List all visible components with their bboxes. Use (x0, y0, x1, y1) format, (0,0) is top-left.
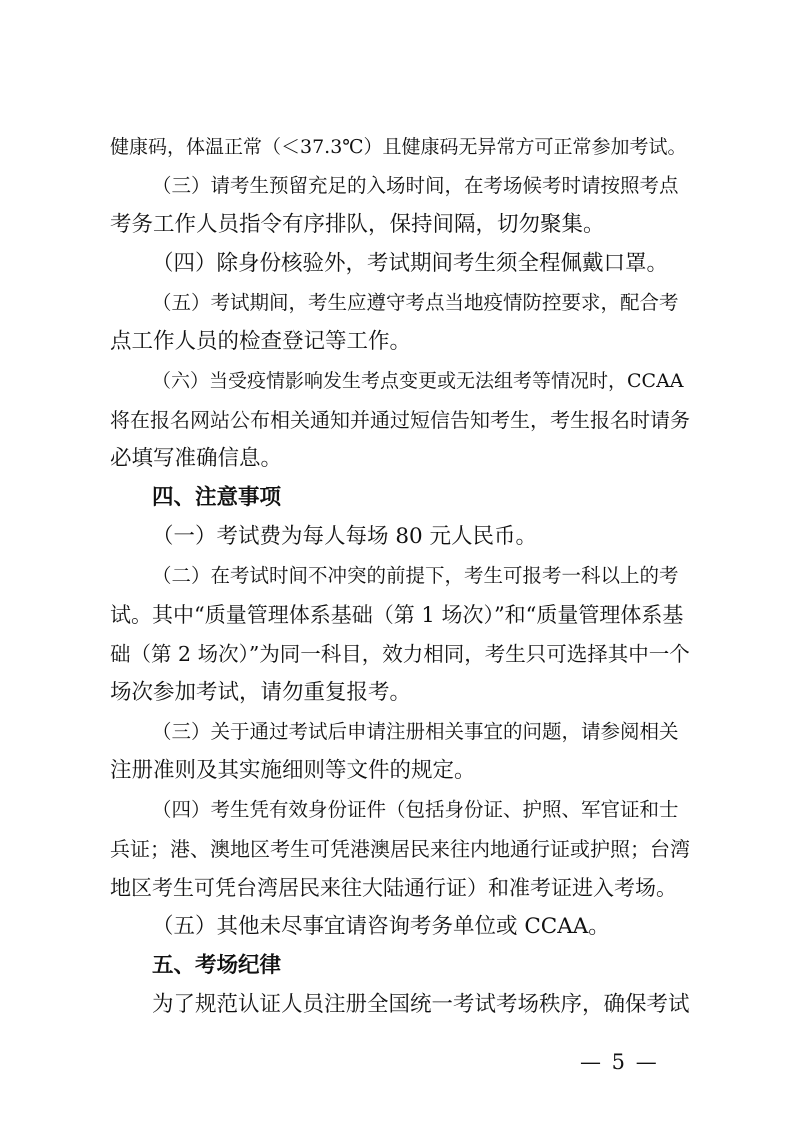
paragraph-start: （二）在考试时间不冲突的前提下，考生可报考一科以上的考 (152, 564, 679, 587)
paragraph-start: （四）除身份核验外，考试期间考生须全程佩戴口罩。 (152, 251, 669, 276)
paragraph-start: （五）考试期间，考生应遵守考点当地疫情防控要求，配合考 (152, 291, 679, 314)
page-number: — 5 — (580, 1050, 659, 1074)
paragraph-start: （五）其他未尽事宜请咨询考务单位或 CCAA。 (152, 914, 610, 939)
paragraph-start: 为了规范认证人员注册全国统一考试考场秩序，确保考试 (152, 992, 690, 1017)
paragraph-start: （三）关于通过考试后申请注册相关事宜的问题，请参阅相关 (152, 720, 679, 743)
text-line: 将在报名网站公布相关通知并通过短信告知考生，考生报名时请务 (110, 408, 690, 432)
section-heading: 五、考场纪律 (152, 953, 282, 978)
text-line: 兵证；港、澳地区考生可凭港澳居民来往内地通行证或护照；台湾 (110, 837, 690, 861)
paragraph-start: （一）考试费为每人每场 80 元人民币。 (152, 524, 538, 549)
paragraph-start: （四）考生凭有效身份证件（包括身份证、护照、军官证和士 (152, 798, 679, 821)
text-line: 考务工作人员指令有序排队，保持间隔，切勿聚集。 (110, 212, 605, 237)
text-line: 础（第 2 场次）”为同一科目，效力相同，考生只可选择其中一个 (110, 642, 690, 666)
text-line: 点工作人员的检查登记等工作。 (110, 329, 412, 354)
paragraph-start: （六）当受疫情影响发生考点变更或无法组考等情况时，CCAA (152, 370, 684, 392)
text-line: 必填写准确信息。 (110, 446, 283, 471)
text-line: 健康码，体温正常（＜37.3℃）且健康码无异常方可正常参加考试。 (110, 136, 687, 158)
text-line: 场次参加考试，请勿重复报考。 (110, 680, 412, 705)
text-line: 注册准则及其实施细则等文件的规定。 (110, 758, 476, 783)
text-line: 试。其中“质量管理体系基础（第 1 场次）”和“质量管理体系基 (110, 603, 684, 627)
section-heading: 四、注意事项 (152, 485, 282, 510)
text-line: 地区考生可凭台湾居民来往大陆通行证）和准考证进入考场。 (110, 876, 677, 900)
paragraph-start: （三）请考生预留充足的入场时间，在考场候考时请按照考点 (152, 174, 679, 197)
